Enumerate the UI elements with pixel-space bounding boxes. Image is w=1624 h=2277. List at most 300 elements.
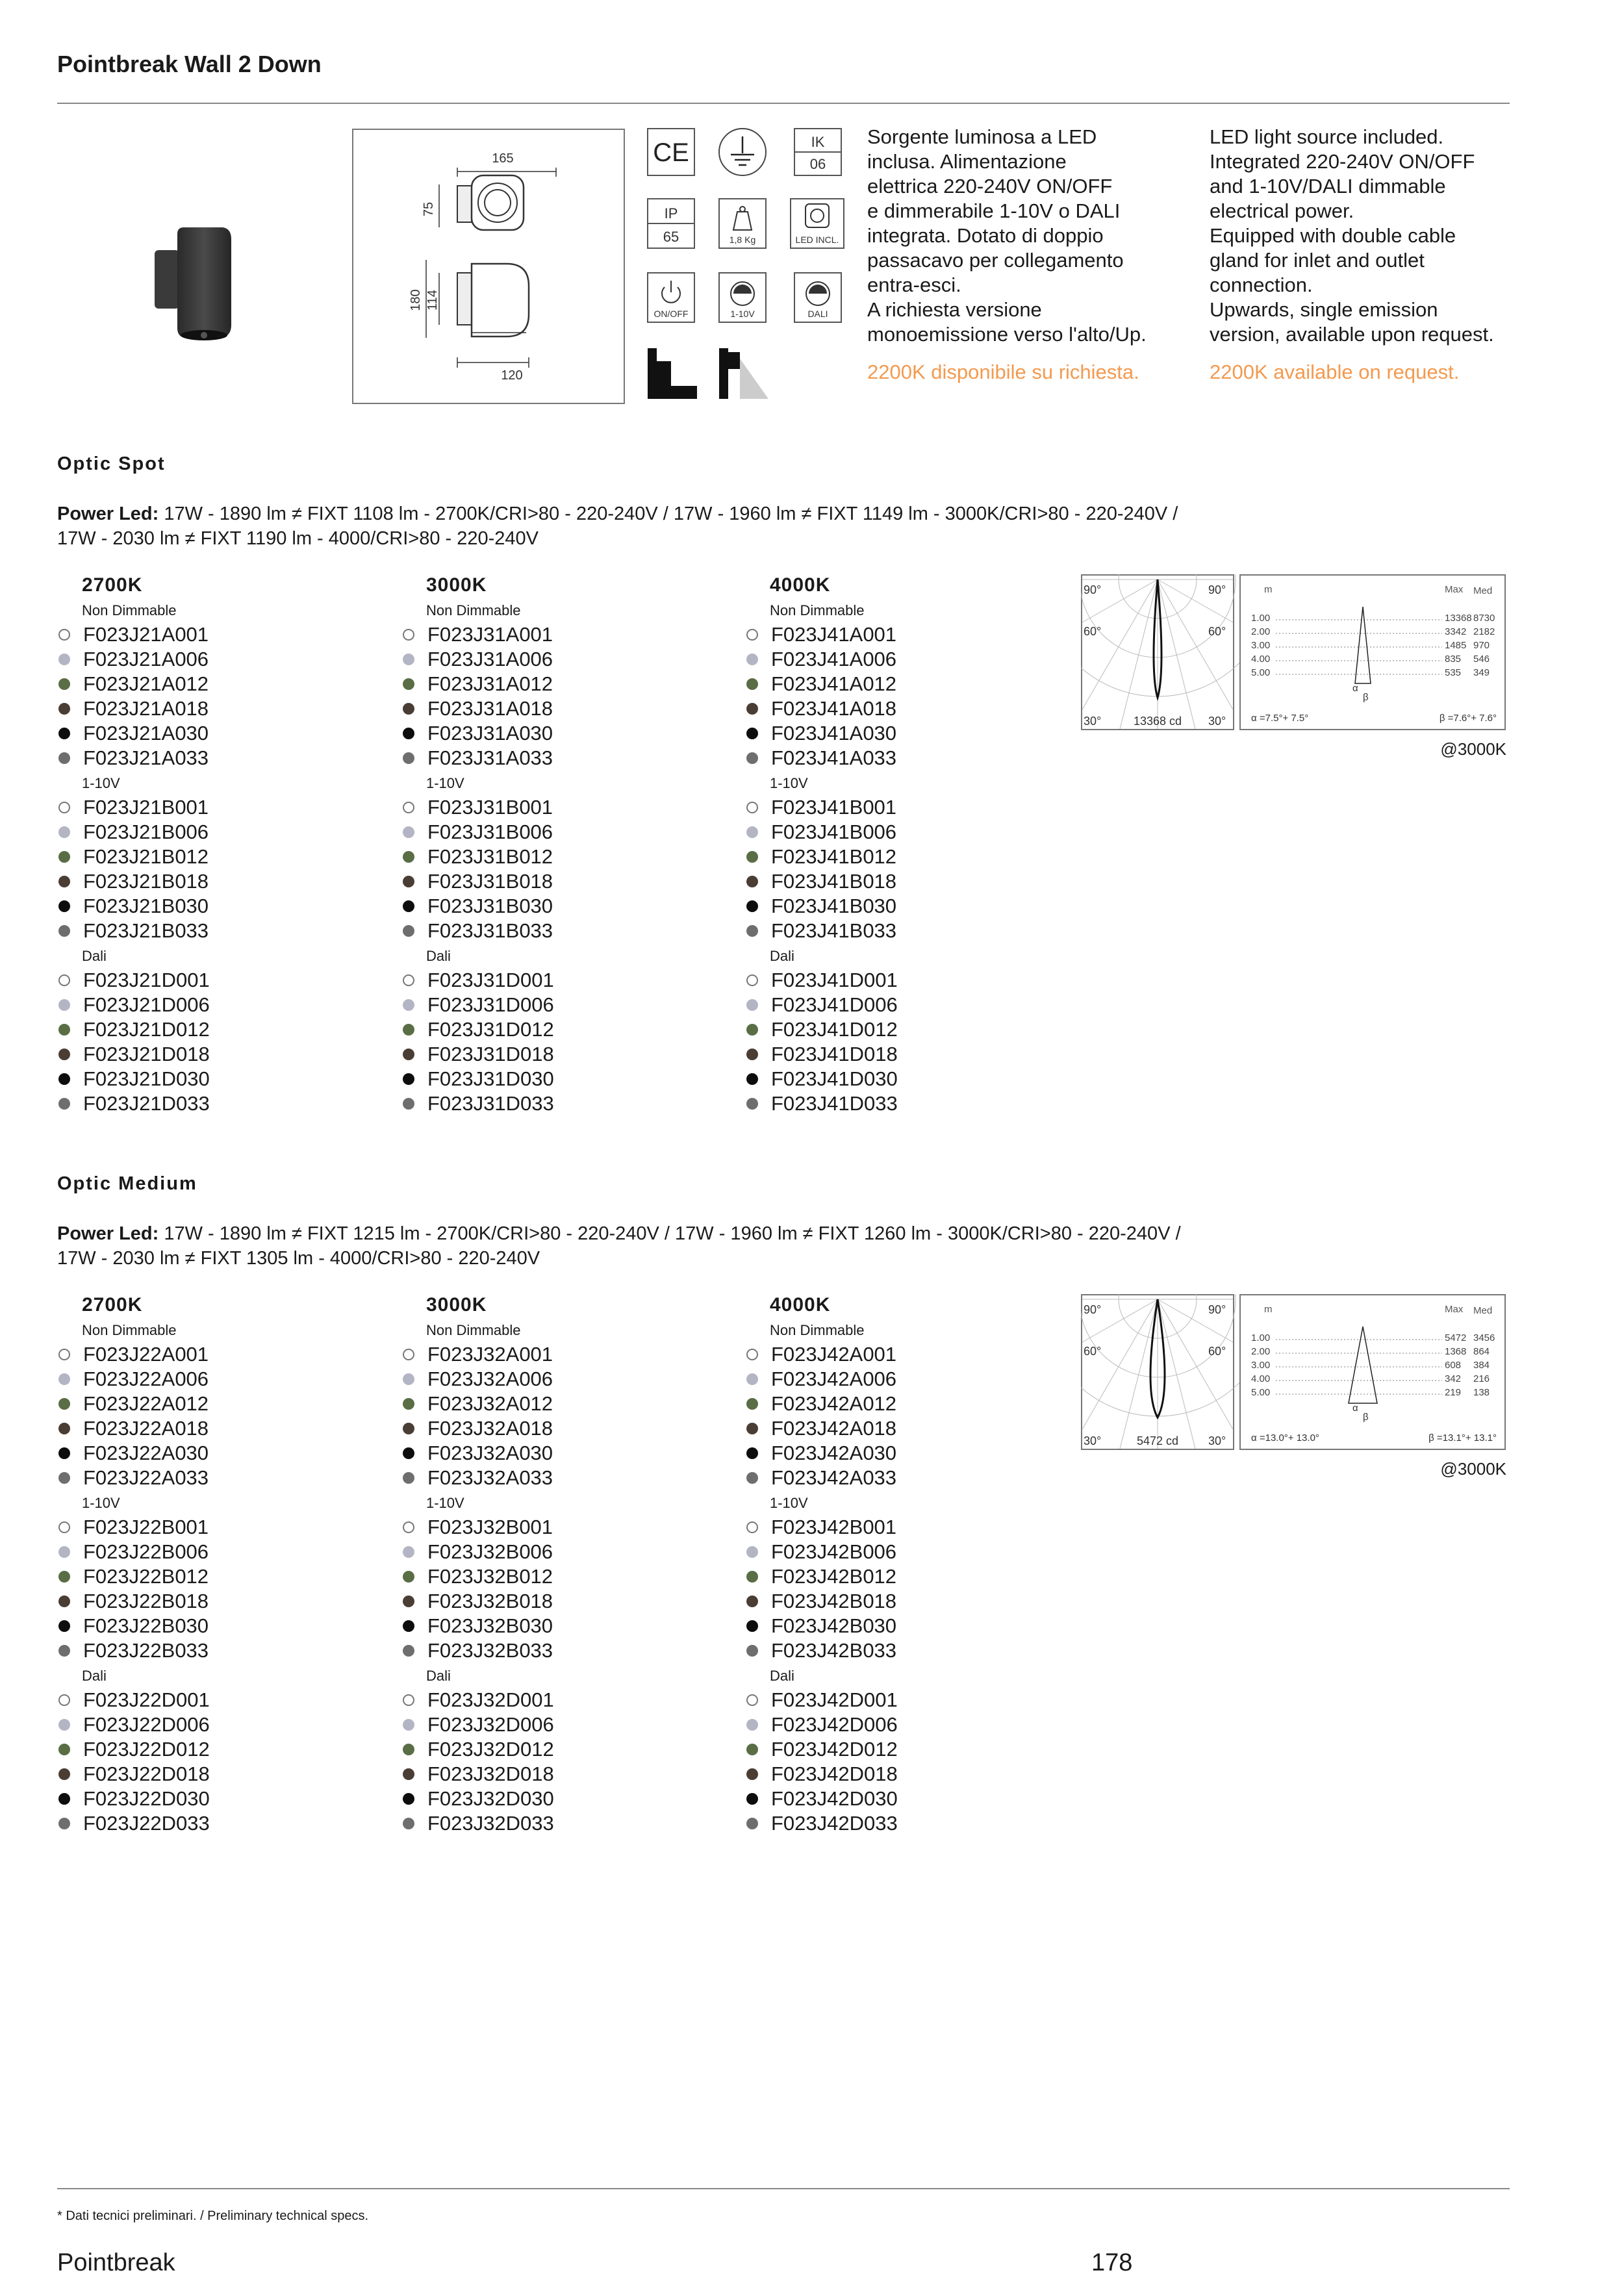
product-code: F023J41D030	[771, 1067, 898, 1090]
desc-it-line: Sorgente luminosa a LED	[867, 125, 1097, 148]
dimming-group-label: Dali	[770, 1668, 794, 1684]
code-column	[57, 573, 356, 1116]
product-code: F023J32A012	[427, 1392, 553, 1415]
product-code: F023J21B001	[83, 796, 209, 819]
product-code-row	[57, 1688, 356, 1712]
finish-color-dot	[58, 826, 70, 838]
finish-color-dot	[58, 1098, 70, 1110]
dimming-group-label: Dali	[426, 1668, 451, 1684]
finish-color-dot	[58, 1596, 70, 1607]
product-code: F023J41A033	[771, 746, 897, 769]
product-code: F023J31B012	[427, 845, 553, 868]
finish-color-dot	[403, 1521, 414, 1533]
dimming-group-label: Dali	[426, 948, 451, 964]
column-temperature: 2700K	[82, 1294, 143, 1316]
footer-divider	[57, 2188, 1510, 2189]
product-code-row	[745, 1712, 1044, 1737]
product-code-row	[745, 919, 1044, 943]
distance-value: 3.00	[1251, 640, 1271, 651]
product-code-row	[745, 721, 1044, 746]
product-code-row	[401, 894, 700, 919]
med-header: Med	[1473, 1305, 1493, 1316]
finish-color-dot	[403, 1546, 414, 1558]
product-code: F023J41D018	[771, 1043, 898, 1065]
finish-color-dot	[403, 1398, 414, 1410]
product-code-row	[57, 993, 356, 1017]
product-code-row	[401, 919, 700, 943]
finish-color-dot	[58, 1694, 70, 1706]
code-column	[745, 573, 1044, 1116]
product-code-row	[57, 1367, 356, 1392]
product-code-row	[57, 845, 356, 869]
product-code: F023J42D001	[771, 1688, 898, 1711]
beta-angle: β =13.1°+ 13.1°	[1428, 1432, 1497, 1444]
finish-color-dot	[403, 678, 414, 690]
product-code-row	[745, 820, 1044, 845]
product-code-row	[401, 1638, 700, 1663]
beta-angle: β =7.6°+ 7.6°	[1439, 713, 1497, 724]
finish-color-dot	[746, 1349, 758, 1360]
finish-color-dot	[403, 802, 414, 813]
product-code-row	[745, 1540, 1044, 1564]
product-code: F023J42A033	[771, 1466, 897, 1489]
product-code: F023J42B001	[771, 1516, 897, 1538]
max-value: 3342	[1445, 626, 1467, 637]
product-code-row	[57, 1614, 356, 1638]
desc-en-line: electrical power.	[1210, 199, 1354, 222]
dimming-group-label: 1-10V	[426, 775, 464, 791]
finish-color-dot	[58, 1818, 70, 1829]
finish-color-dot	[746, 1571, 758, 1583]
finish-color-dot	[403, 752, 414, 764]
max-value: 219	[1445, 1387, 1462, 1398]
product-code: F023J32A030	[427, 1442, 553, 1464]
photometric-diagram	[1081, 574, 1506, 730]
finish-color-dot	[58, 1423, 70, 1434]
finish-color-dot	[403, 900, 414, 912]
product-code: F023J21A001	[83, 623, 209, 646]
finish-color-dot	[58, 1521, 70, 1533]
product-code: F023J21B006	[83, 820, 209, 843]
product-code-row	[401, 820, 700, 845]
candela-label: 13368 cd	[1133, 715, 1182, 728]
dim-bottom-label: 120	[501, 368, 523, 383]
finish-color-dot	[746, 1818, 758, 1829]
product-code-row	[57, 1017, 356, 1042]
finish-color-dot	[746, 1024, 758, 1036]
down-emission-icon	[648, 348, 697, 399]
product-code-row	[745, 622, 1044, 647]
dimming-group-label: Dali	[770, 948, 794, 964]
finish-color-dot	[746, 703, 758, 715]
desc-it-line: passacavo per collegamento	[867, 249, 1124, 272]
finish-color-dot	[403, 1793, 414, 1805]
product-code-row	[745, 1017, 1044, 1042]
product-code-row	[57, 1042, 356, 1067]
product-code-row	[401, 1811, 700, 1836]
product-code-row	[745, 1091, 1044, 1116]
ik-label: IK	[811, 134, 825, 150]
section-title: Optic Spot	[57, 453, 166, 474]
product-code-row	[57, 622, 356, 647]
distance-header: m	[1264, 1304, 1273, 1315]
product-code: F023J21D030	[83, 1067, 210, 1090]
product-code-row	[57, 1762, 356, 1787]
max-header: Max	[1445, 1304, 1464, 1315]
product-code-row	[57, 894, 356, 919]
product-code: F023J32D018	[427, 1762, 554, 1785]
product-code-row	[401, 845, 700, 869]
desc-it-note: 2200K disponibile su richiesta.	[867, 361, 1139, 383]
alpha-angle: α =13.0°+ 13.0°	[1251, 1432, 1319, 1444]
finish-color-dot	[403, 629, 414, 641]
finish-color-dot	[746, 1398, 758, 1410]
product-code-row	[57, 1811, 356, 1836]
finish-color-dot	[403, 1024, 414, 1036]
med-value: 970	[1473, 640, 1490, 651]
product-code: F023J31A012	[427, 672, 553, 695]
angle-label: 30°	[1208, 1434, 1226, 1447]
finish-color-dot	[746, 1373, 758, 1385]
med-value: 216	[1473, 1373, 1490, 1384]
finish-color-dot	[58, 1349, 70, 1360]
product-code: F023J22A030	[83, 1442, 209, 1464]
product-code: F023J42B033	[771, 1639, 897, 1662]
max-value: 1368	[1445, 1346, 1467, 1357]
finish-color-dot	[746, 1645, 758, 1657]
finish-color-dot	[746, 900, 758, 912]
product-image	[57, 130, 343, 403]
finish-color-dot	[746, 826, 758, 838]
product-code-row	[401, 1416, 700, 1441]
product-code-row	[745, 1466, 1044, 1490]
dimming-group-label: Non Dimmable	[82, 1322, 177, 1338]
beta-symbol: β	[1363, 1412, 1369, 1423]
product-code-row	[745, 1811, 1044, 1836]
product-code: F023J42B006	[771, 1540, 897, 1563]
power-led-line: 17W - 1890 lm ≠ FIXT 1108 lm - 2700K/CRI>80 - 220-240V / 17W - 1960 lm ≠ FIXT 1149 lm - 3000K/CRI>80 - 220-240V /	[159, 503, 1178, 524]
med-value: 138	[1473, 1387, 1490, 1398]
angle-label: 90°	[1208, 583, 1226, 596]
product-code-row	[745, 1392, 1044, 1416]
product-code-row	[745, 647, 1044, 672]
distance-value: 2.00	[1251, 626, 1271, 637]
finish-color-dot	[403, 1744, 414, 1755]
finish-color-dot	[746, 1472, 758, 1484]
finish-color-dot	[403, 1049, 414, 1060]
finish-color-dot	[403, 1349, 414, 1360]
finish-color-dot	[746, 999, 758, 1011]
angle-label: 60°	[1208, 625, 1226, 638]
product-code-row	[745, 968, 1044, 993]
product-code: F023J22B033	[83, 1639, 209, 1662]
product-code: F023J42D033	[771, 1812, 898, 1835]
product-code-row	[57, 1515, 356, 1540]
power-led-label: Power Led:	[57, 1223, 159, 1244]
ik-badge	[794, 129, 841, 175]
weight-icon	[719, 199, 766, 248]
icon-grid	[646, 127, 848, 407]
header-divider	[57, 103, 1510, 104]
product-code-row	[745, 894, 1044, 919]
product-code-row	[401, 647, 700, 672]
product-code-row	[401, 795, 700, 820]
product-code: F023J22D033	[83, 1812, 210, 1835]
product-code: F023J22D018	[83, 1762, 210, 1785]
product-code: F023J22B030	[83, 1614, 209, 1637]
product-code-row	[745, 1614, 1044, 1638]
product-code-row	[57, 1466, 356, 1490]
product-code-row	[401, 721, 700, 746]
product-code: F023J31A006	[427, 648, 553, 670]
finish-color-dot	[403, 826, 414, 838]
product-code-row	[745, 1787, 1044, 1811]
finish-color-dot	[403, 1098, 414, 1110]
product-code-row	[745, 1067, 1044, 1091]
desc-en-line: LED light source included.	[1210, 125, 1444, 148]
finish-color-dot	[58, 1620, 70, 1632]
product-code-row	[57, 746, 356, 770]
product-code-row	[401, 1091, 700, 1116]
product-code-row	[745, 1367, 1044, 1392]
product-code: F023J32A018	[427, 1417, 553, 1440]
product-code-row	[57, 1091, 356, 1116]
product-code: F023J22A012	[83, 1392, 209, 1415]
product-code: F023J22B018	[83, 1590, 209, 1612]
finish-color-dot	[746, 654, 758, 665]
product-code: F023J31D018	[427, 1043, 554, 1065]
candela-label: 5472 cd	[1136, 1434, 1179, 1447]
product-code-row	[745, 1515, 1044, 1540]
distance-header: m	[1264, 584, 1273, 595]
product-code: F023J22A033	[83, 1466, 209, 1489]
finish-color-dot	[403, 1719, 414, 1731]
photometry-reference: @3000K	[1440, 1459, 1506, 1479]
product-code-row	[745, 1688, 1044, 1712]
ip-label: IP	[664, 205, 678, 222]
product-code-row	[401, 1466, 700, 1490]
product-code: F023J32B006	[427, 1540, 553, 1563]
power-led-spec	[57, 502, 1486, 551]
product-code-row	[401, 1787, 700, 1811]
product-code: F023J22D012	[83, 1738, 210, 1761]
desc-it-line: inclusa. Alimentazione	[867, 150, 1067, 173]
product-code-row	[57, 795, 356, 820]
dimming-group-label: Dali	[82, 1668, 107, 1684]
dim110-label: 1-10V	[730, 309, 755, 319]
product-code-row	[745, 869, 1044, 894]
power-led-line: 17W - 2030 lm ≠ FIXT 1305 lm - 4000/CRI>80 - 220-240V	[57, 1248, 540, 1269]
product-code: F023J22B012	[83, 1565, 209, 1588]
product-code: F023J22D030	[83, 1787, 210, 1810]
product-code: F023J21D012	[83, 1018, 210, 1041]
max-value: 5472	[1445, 1332, 1467, 1343]
product-code: F023J31D001	[427, 969, 554, 991]
product-code-row	[745, 1589, 1044, 1614]
finish-color-dot	[746, 629, 758, 641]
product-code-row	[401, 1067, 700, 1091]
product-code-row	[401, 696, 700, 721]
product-code: F023J31D030	[427, 1067, 554, 1090]
product-code-row	[745, 1342, 1044, 1367]
product-code: F023J42D012	[771, 1738, 898, 1761]
finish-color-dot	[58, 1073, 70, 1085]
finish-color-dot	[746, 1546, 758, 1558]
finish-color-dot	[746, 678, 758, 690]
description-english	[1210, 125, 1515, 385]
finish-color-dot	[746, 752, 758, 764]
product-code-row	[401, 1042, 700, 1067]
product-code: F023J32B001	[427, 1516, 553, 1538]
product-code-row	[57, 1564, 356, 1589]
desc-en-line: and 1-10V/DALI dimmable	[1210, 175, 1446, 197]
product-code-row	[401, 1688, 700, 1712]
product-code: F023J41D033	[771, 1092, 898, 1115]
finish-color-dot	[403, 1768, 414, 1780]
product-code: F023J31A001	[427, 623, 553, 646]
finish-color-dot	[58, 1546, 70, 1558]
finish-color-dot	[746, 1620, 758, 1632]
finish-color-dot	[746, 1719, 758, 1731]
product-code: F023J41D001	[771, 969, 898, 991]
angle-label: 90°	[1084, 583, 1102, 596]
power-led-spec	[57, 1221, 1486, 1271]
technical-drawing	[352, 129, 625, 404]
product-code-row	[745, 1416, 1044, 1441]
product-code: F023J32D012	[427, 1738, 554, 1761]
product-code-row	[57, 869, 356, 894]
distance-value: 5.00	[1251, 667, 1271, 678]
power-led-line: 17W - 1890 lm ≠ FIXT 1215 lm - 2700K/CRI>80 - 220-240V / 17W - 1960 lm ≠ FIXT 1260 lm - 3000K/CRI>80 - 220-240V /	[159, 1223, 1181, 1244]
product-code: F023J32B012	[427, 1565, 553, 1588]
product-code: F023J31D006	[427, 993, 554, 1016]
finish-color-dot	[403, 654, 414, 665]
product-code: F023J21D018	[83, 1043, 210, 1065]
distance-value: 3.00	[1251, 1360, 1271, 1371]
finish-color-dot	[58, 1472, 70, 1484]
product-code: F023J42A012	[771, 1392, 897, 1415]
code-column	[57, 1293, 356, 1836]
product-code-row	[57, 1712, 356, 1737]
finish-color-dot	[403, 1620, 414, 1632]
dimming-group-label: Dali	[82, 948, 107, 964]
finish-color-dot	[58, 703, 70, 715]
product-code: F023J41B001	[771, 796, 897, 819]
product-code: F023J32A006	[427, 1367, 553, 1390]
finish-color-dot	[746, 1049, 758, 1060]
column-temperature: 3000K	[426, 574, 487, 596]
angle-label: 60°	[1084, 1345, 1102, 1358]
finish-color-dot	[746, 1521, 758, 1533]
max-value: 1485	[1445, 640, 1467, 651]
product-code: F023J41A030	[771, 722, 897, 744]
footer-brand: Pointbreak	[57, 2249, 175, 2276]
product-code-row	[401, 622, 700, 647]
finish-color-dot	[746, 974, 758, 986]
product-code: F023J32B018	[427, 1590, 553, 1612]
product-code-row	[57, 1589, 356, 1614]
max-value: 13368	[1445, 613, 1472, 624]
product-code: F023J22B006	[83, 1540, 209, 1563]
product-code: F023J41D012	[771, 1018, 898, 1041]
finish-color-dot	[403, 1472, 414, 1484]
product-code-row	[401, 1367, 700, 1392]
product-code-row	[745, 746, 1044, 770]
power-led-label: Power Led:	[57, 503, 159, 524]
product-code: F023J31B030	[427, 895, 553, 917]
product-code: F023J32D030	[427, 1787, 554, 1810]
product-code-row	[401, 1017, 700, 1042]
product-code-row	[401, 1614, 700, 1638]
max-header: Max	[1445, 584, 1464, 595]
product-code: F023J32D033	[427, 1812, 554, 1835]
dim-side-top-label: 75	[422, 201, 436, 217]
desc-it-line: monoemissione verso l'alto/Up.	[867, 323, 1147, 346]
finish-color-dot	[746, 1423, 758, 1434]
finish-color-dot	[403, 876, 414, 887]
distance-value: 4.00	[1251, 1373, 1271, 1384]
angle-label: 30°	[1084, 1434, 1102, 1447]
column-temperature: 4000K	[770, 574, 831, 596]
product-code: F023J21B033	[83, 919, 209, 942]
product-code-row	[401, 968, 700, 993]
product-code: F023J21A006	[83, 648, 209, 670]
finish-color-dot	[746, 1744, 758, 1755]
finish-color-dot	[403, 1645, 414, 1657]
product-code: F023J21A018	[83, 697, 209, 720]
finish-color-dot	[403, 703, 414, 715]
med-value: 3456	[1473, 1332, 1495, 1343]
product-code: F023J21D033	[83, 1092, 210, 1115]
product-code: F023J31A018	[427, 697, 553, 720]
desc-en-line: version, available upon request.	[1210, 323, 1494, 346]
product-code: F023J42A006	[771, 1367, 897, 1390]
finish-color-dot	[403, 1596, 414, 1607]
code-column	[745, 1293, 1044, 1836]
finish-color-dot	[746, 1447, 758, 1459]
finish-color-dot	[403, 1694, 414, 1706]
weight-label: 1,8 Kg	[729, 235, 756, 245]
product-code-row	[401, 1589, 700, 1614]
finish-color-dot	[58, 1744, 70, 1755]
product-code-row	[401, 1392, 700, 1416]
product-code-row	[401, 672, 700, 696]
finish-color-dot	[58, 999, 70, 1011]
photometric-diagram	[1081, 1294, 1506, 1450]
product-code-row	[401, 1712, 700, 1737]
product-code: F023J31B018	[427, 870, 553, 893]
page-title: Pointbreak Wall 2 Down	[57, 51, 322, 77]
desc-en-line: connection.	[1210, 273, 1313, 296]
product-code-row	[745, 696, 1044, 721]
finish-color-dot	[58, 900, 70, 912]
product-code: F023J42A030	[771, 1442, 897, 1464]
desc-it-line: integrata. Dotato di doppio	[867, 224, 1104, 247]
finish-color-dot	[58, 1049, 70, 1060]
product-code: F023J31D033	[427, 1092, 554, 1115]
code-column	[401, 1293, 700, 1836]
product-code-row	[57, 1638, 356, 1663]
finish-color-dot	[403, 728, 414, 739]
finish-color-dot	[58, 1719, 70, 1731]
dim-top-label: 165	[492, 151, 514, 166]
product-code: F023J22D006	[83, 1713, 210, 1736]
finish-color-dot	[746, 1073, 758, 1085]
product-code-row	[745, 795, 1044, 820]
dali-label: DALI	[807, 309, 828, 319]
med-value: 2182	[1473, 626, 1495, 637]
product-code: F023J22D001	[83, 1688, 210, 1711]
